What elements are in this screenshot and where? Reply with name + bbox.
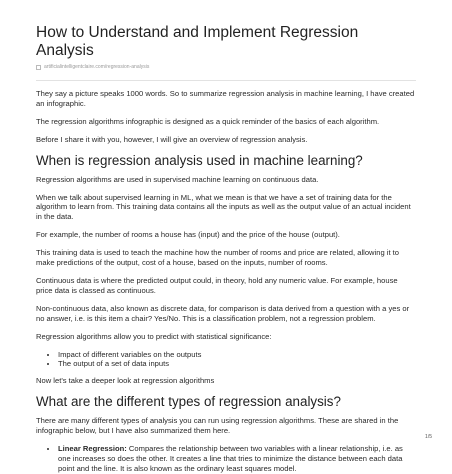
body-paragraph: For example, the number of rooms a house has (input) and the price of the house (output). [36, 230, 340, 240]
section-heading: What are the different types of regression analysis? [36, 394, 341, 410]
title-divider [36, 80, 416, 81]
body-paragraph: Now let's take a deeper look at regression algorithms [36, 376, 215, 386]
list-item: • Impact of different variables on the outputs [58, 350, 416, 360]
body-paragraph: Regression algorithms allow you to predict with statistical significance: [36, 331, 272, 341]
body-paragraph: Non-continuous data, also known as discrete data, for comparison is data derived from a question with a yes or no answer, i.e. is this item a chair? Yes/No. This is a classification problem, not a regression problem. [36, 303, 410, 323]
intro-paragraph: The regression algorithms infographic is designed as a quick reminder of the basics of each algorithm. [36, 116, 380, 126]
section-heading: When is regression analysis used in machine learning? [36, 152, 363, 168]
body-paragraph: There are many different types of analysis you can run using regression algorithms. These are shared in the infographic below, but I have also summarized them here. [36, 416, 399, 436]
intro-paragraph: They say a picture speaks 1000 words. So to summarize regression analysis in machine learning, I have created an infographic. [36, 89, 415, 108]
body-paragraph: This training data is used to teach the machine how the number of rooms and price are related, allowing it to make predictions of the output, cost of a house, based on the inputs, number of rooms. [36, 248, 400, 268]
source-link-row[interactable] [36, 64, 416, 70]
list-item-text: Compares the relationship between two variables with a linear relationship, i.e. as one increases so does the other. It creates a line that tries to minimize the distance between each data point and the line. It is also known as the ordinary least squares model. [58, 444, 403, 473]
page-number: 1/5 [425, 434, 432, 440]
bullet-list [36, 444, 416, 474]
body-paragraph: Continuous data is where the predicted output could, in theory, hold any numeric value. For example, house price data is classed as continuous. [36, 275, 398, 295]
body-paragraph: Regression algorithms are used in supervised machine learning on continuous data. [36, 174, 319, 184]
intro-paragraph: Before I share it with you, however, I will give an overview of regression analysis. [36, 134, 308, 144]
bullet-list [36, 350, 416, 370]
source-url[interactable]: artificialintelligentclaire.com/regression-analysis [44, 64, 150, 70]
body-paragraph: When we talk about supervised learning in ML, what we mean is that we have a set of training data for the algorithm to learn from. This training data contains all the inputs as well as the output value of an actual incident in the data. [36, 192, 411, 222]
page-title: How to Understand and Implement Regression Analysis [36, 24, 359, 59]
link-icon [36, 65, 41, 70]
list-item-term: Linear Regression: [58, 444, 127, 454]
list-item: • The output of a set of data inputs [58, 359, 416, 369]
list-item [58, 444, 416, 474]
